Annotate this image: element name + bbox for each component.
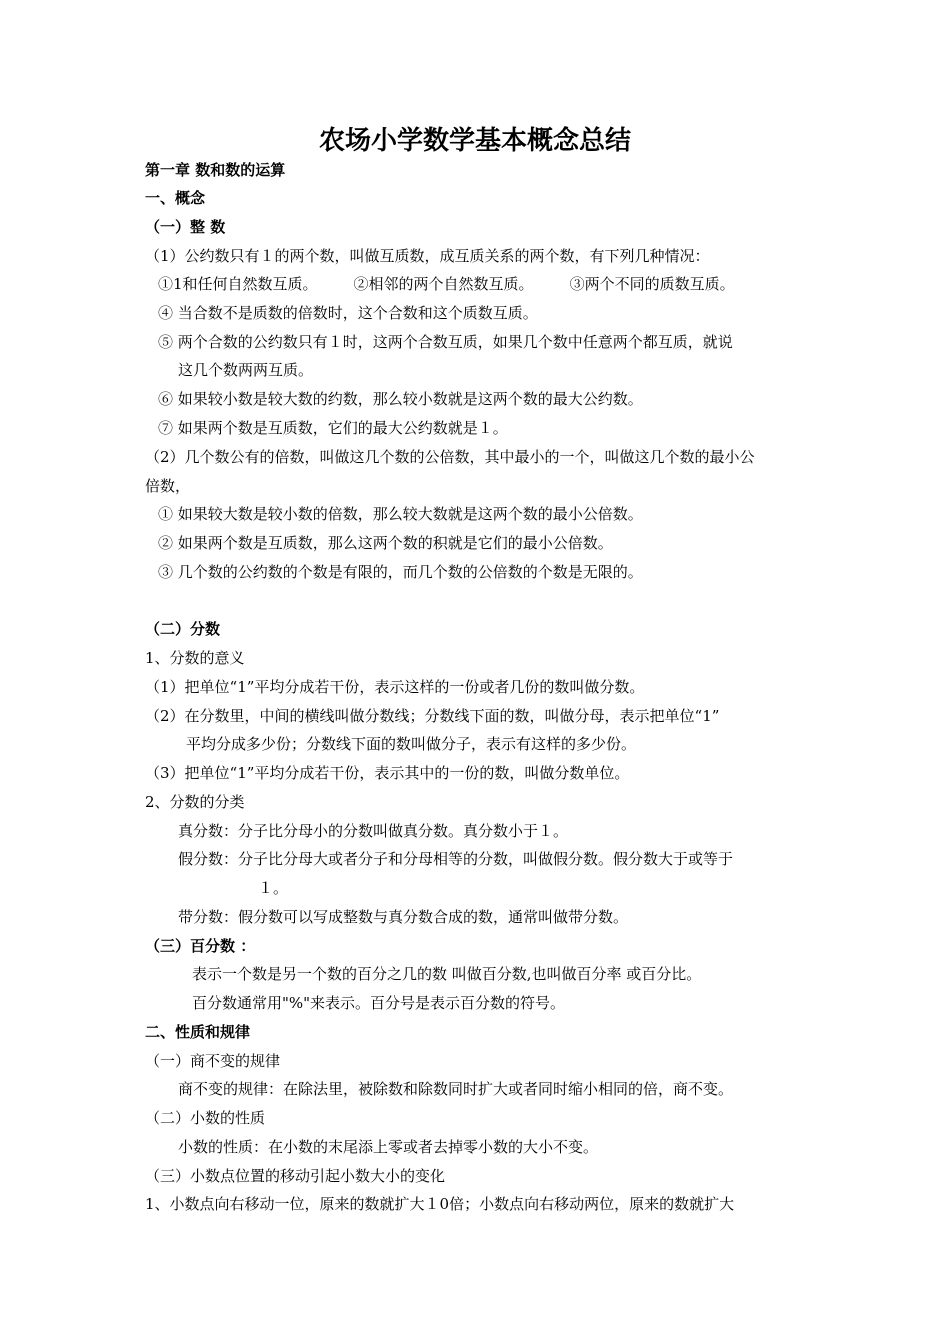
subsection-heading-fractions: （二）分数 [145, 620, 221, 638]
list-item: ④ 当合数不是质数的倍数时，这个合数和这个质数互质。 [158, 304, 538, 322]
list-item-text: ①1和任何自然数互质。 [158, 275, 318, 293]
paragraph: （3）把单位“1”平均分成若干份，表示其中的一份的数，叫做分数单位。 [145, 764, 630, 782]
paragraph: （2）在分数里，中间的横线叫做分数线；分数线下面的数，叫做分母，表示把单位“1” [145, 707, 720, 725]
paragraph-continuation: １。 [258, 879, 289, 897]
paragraph: （1）把单位“1”平均分成若干份，表示这样的一份或者几份的数叫做分数。 [145, 678, 645, 696]
paragraph: 商不变的规律：在除法里，被除数和除数同时扩大或者同时缩小相同的倍，商不变。 [178, 1080, 734, 1098]
paragraph: 1、小数点向右移动一位，原来的数就扩大１0倍；小数点向右移动两位，原来的数就扩大 [145, 1195, 735, 1213]
subsection-heading: （一）商不变的规律 [145, 1052, 281, 1070]
paragraph: （1）公约数只有１的两个数，叫做互质数，成互质关系的两个数，有下列几种情况： [145, 247, 710, 265]
list-item-text: ③两个不同的质数互质。 [569, 275, 735, 293]
list-item: ③ 几个数的公约数的个数是有限的，而几个数的公倍数的个数是无限的。 [158, 563, 643, 581]
list-item: ② 如果两个数是互质数，那么这两个数的积就是它们的最小公倍数。 [158, 534, 613, 552]
paragraph: 带分数：假分数可以写成整数与真分数合成的数，通常叫做带分数。 [178, 908, 629, 926]
section-heading-properties: 二、性质和规律 [145, 1023, 251, 1041]
document-title: 农场小学数学基本概念总结 [318, 126, 631, 156]
paragraph: 真分数：分子比分母小的分数叫做真分数。真分数小于１。 [178, 822, 569, 840]
list-item: ① 如果较大数是较小数的倍数，那么较大数就是这两个数的最小公倍数。 [158, 505, 643, 523]
paragraph: 百分数通常用"%"来表示。百分号是表示百分数的符号。 [192, 994, 566, 1012]
paragraph: 小数的性质：在小数的末尾添上零或者去掉零小数的大小不变。 [178, 1138, 599, 1156]
list-item: ⑥ 如果较小数是较大数的约数，那么较小数就是这两个数的最大公约数。 [158, 390, 643, 408]
list-item: ⑦ 如果两个数是互质数，它们的最大公约数就是１。 [158, 419, 508, 437]
item-heading: 2、分数的分类 [145, 793, 245, 811]
list-item-text: ②相邻的两个自然数互质。 [353, 275, 534, 293]
list-item-continuation: 这几个数两两互质。 [178, 361, 314, 379]
chapter-heading: 第一章 数和数的运算 [145, 161, 286, 179]
list-item [158, 274, 950, 294]
subsection-heading-percent: （三）百分数 ： [145, 937, 256, 955]
paragraph-continuation: 平均分成多少份；分数线下面的数叫做分子，表示有这样的多少份。 [186, 735, 637, 753]
subsection-heading: （二）小数的性质 [145, 1109, 266, 1127]
section-heading-concepts: 一、概念 [145, 189, 206, 207]
subsection-heading-integers: （一）整 数 [145, 218, 226, 236]
paragraph: （2）几个数公有的倍数，叫做这几个数的公倍数，其中最小的一个，叫做这几个数的最小公 [145, 448, 755, 466]
paragraph: 表示一个数是另一个数的百分之几的数 叫做百分数,也叫做百分率 或百分比。 [192, 965, 702, 983]
subsection-heading: （三）小数点位置的移动引起小数大小的变化 [145, 1167, 446, 1185]
paragraph: 假分数：分子比分母大或者分子和分母相等的分数，叫做假分数。假分数大于或等于 [178, 850, 734, 868]
list-item: ⑤ 两个合数的公约数只有１时，这两个合数互质，如果几个数中任意两个都互质，就说 [158, 333, 733, 351]
item-heading: 1、分数的意义 [145, 649, 245, 667]
paragraph-continuation: 倍数， [145, 477, 191, 495]
